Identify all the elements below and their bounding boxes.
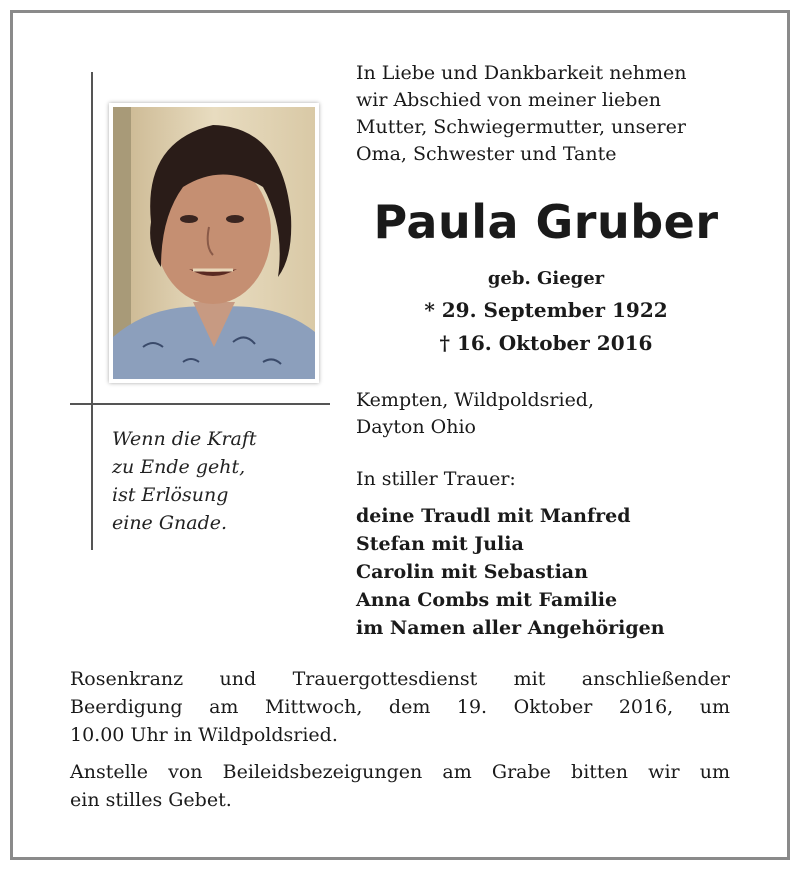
birth-date: * 29. September 1922 — [424, 298, 668, 322]
places — [356, 387, 736, 441]
mourner: im Namen aller Angehörigen — [356, 617, 665, 639]
request-info — [70, 758, 730, 814]
mourning-label: In stiller Trauer: — [356, 468, 516, 490]
request-line: ein stilles Gebet. — [70, 789, 232, 811]
death-date: † 16. Oktober 2016 — [439, 331, 653, 355]
horizontal-divider — [70, 403, 330, 405]
intro-line: Mutter, Schwiegermutter, unserer — [356, 116, 686, 138]
request-line: Anstelle von Beileidsbezeigungen am Grabe bitten wir um — [70, 761, 730, 783]
quote-line: eine Gnade. — [112, 512, 228, 534]
intro-line: Oma, Schwester und Tante — [356, 143, 617, 165]
mourner: Stefan mit Julia — [356, 533, 524, 555]
birth-name: geb. Gieger — [487, 268, 605, 289]
service-line: 10.00 Uhr in Wildpoldsried. — [70, 724, 338, 746]
portrait-photo — [109, 103, 319, 383]
mourners-list — [356, 502, 736, 642]
intro-line: In Liebe und Dankbarkeit nehmen — [356, 62, 687, 84]
deceased-name: Paula Gruber — [373, 195, 719, 249]
quote-line: zu Ende geht, — [112, 456, 246, 478]
intro-line: wir Abschied von meiner lieben — [356, 89, 661, 111]
portrait-illustration — [113, 107, 315, 379]
service-line: Beerdigung am Mittwoch, dem 19. Oktober 2016, um — [70, 696, 730, 718]
service-info — [70, 665, 730, 749]
service-line: Rosenkranz und Trauergottesdienst mit anschließender — [70, 668, 730, 690]
place-line: Kempten, Wildpoldsried, — [356, 389, 595, 411]
mourner: Anna Combs mit Familie — [356, 589, 618, 611]
mourner: deine Traudl mit Manfred — [356, 505, 631, 527]
intro-text — [356, 60, 736, 168]
place-line: Dayton Ohio — [356, 416, 476, 438]
quote-line: Wenn die Kraft — [112, 428, 257, 450]
quote-line: ist Erlösung — [112, 484, 229, 506]
memorial-quote — [112, 425, 257, 537]
vertical-divider — [91, 72, 93, 550]
mourner: Carolin mit Sebastian — [356, 561, 588, 583]
